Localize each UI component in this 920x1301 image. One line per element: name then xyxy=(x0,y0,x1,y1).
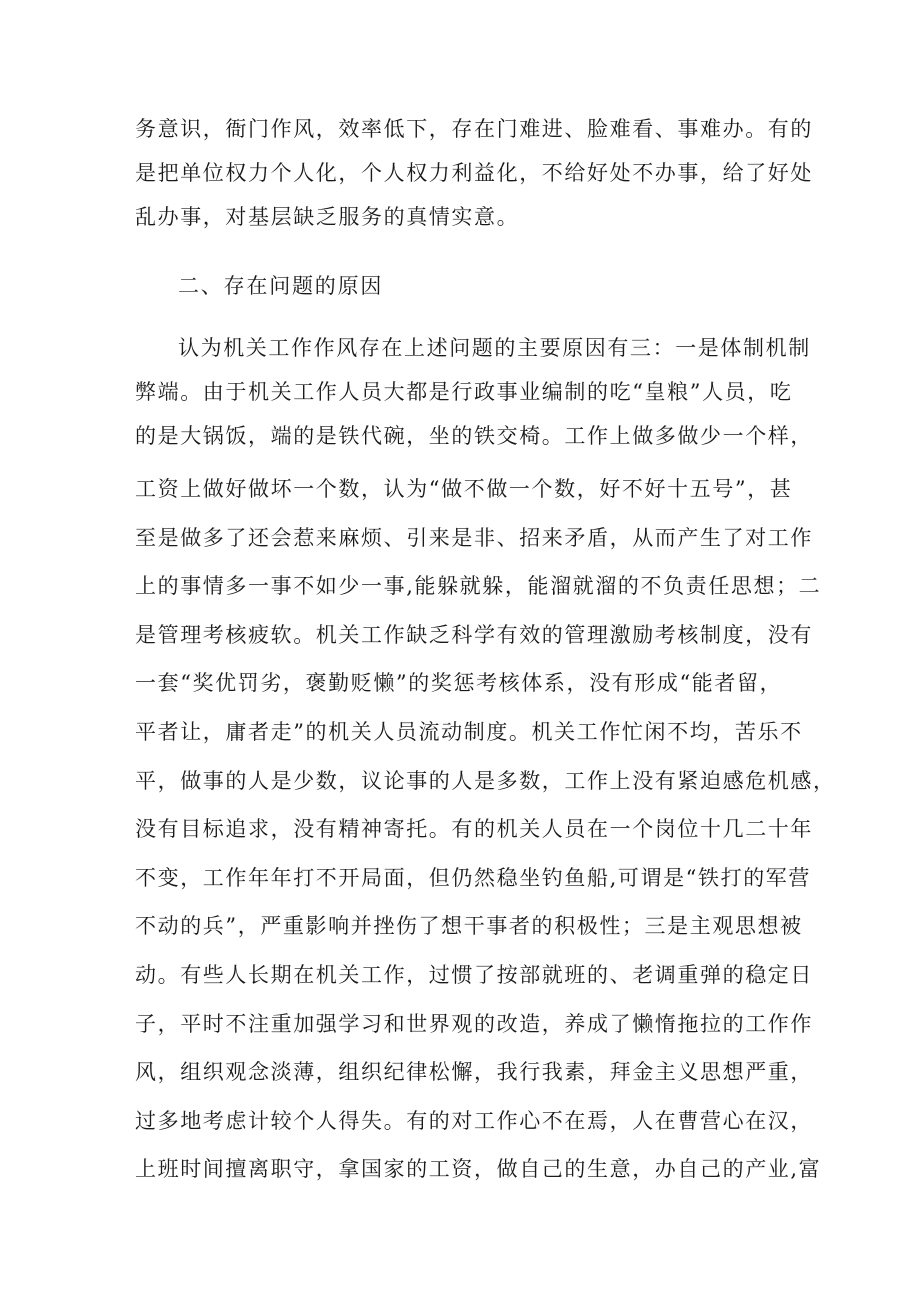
paragraph-line: 务意识，衙门作风，效率低下，存在门难进、脸难看、事难办。有的 xyxy=(135,117,813,141)
paragraph-line: 不动的兵”，严重影响并挫伤了想干事者的积极性；三是主观思想被 xyxy=(135,914,803,938)
paragraph-line: 上的事情多一事不如少一事,能躲就躲，能溜就溜的不负责任思想；二 xyxy=(135,574,822,598)
paragraph-line: 弊端。由于机关工作人员大都是行政事业编制的吃“皇粮”人员，吃 xyxy=(135,380,793,404)
paragraph-line: 认为机关工作作风存在上述问题的主要原因有三：一是体制机制 xyxy=(178,336,811,360)
paragraph-line: 乱办事，对基层缺乏服务的真情实意。 xyxy=(135,205,520,229)
paragraph-line: 没有目标追求，没有精神寄托。有的机关人员在一个岗位十几二十年 xyxy=(135,817,813,841)
paragraph-line: 一套“奖优罚劣，褒勤贬懒”的奖惩考核体系，没有形成“能者留， xyxy=(135,671,783,695)
paragraph-line: 平，做事的人是少数，议论事的人是多数，工作上没有紧迫感危机感， xyxy=(135,769,836,793)
paragraph-line: 不变，工作年年打不开局面，但仍然稳坐钓鱼船,可谓是“铁打的军营 xyxy=(135,866,812,890)
paragraph-line: 是把单位权力个人化，个人权力利益化，不给好处不办事，给了好处 xyxy=(135,161,813,185)
paragraph-line: 上班时间擅离职守，拿国家的工资，做自己的生意，办自己的产业,富 xyxy=(135,1157,822,1181)
paragraph-line: 过多地考虑计较个人得失。有的对工作心不在焉，人在曹营心在汉， xyxy=(135,1109,813,1133)
paragraph-line: 的是大锅饭，端的是铁代碗，坐的铁交椅。工作上做多做少一个样， xyxy=(135,424,813,448)
paragraph-line: 动。有些人长期在机关工作，过惯了按部就班的、老调重弹的稳定日 xyxy=(135,963,813,987)
section-heading: 二、存在问题的原因 xyxy=(178,274,384,298)
paragraph-line: 是管理考核疲软。机关工作缺乏科学有效的管理激励考核制度，没有 xyxy=(135,623,813,647)
paragraph-line: 平者让，庸者走”的机关人员流动制度。机关工作忙闲不均，苦乐不 xyxy=(135,720,803,744)
paragraph-line: 至是做多了还会惹来麻烦、引来是非、招来矛盾，从而产生了对工作 xyxy=(135,526,813,550)
paragraph-line: 风，组织观念淡薄，组织纪律松懈，我行我素，拜金主义思想严重， xyxy=(135,1060,813,1084)
paragraph-line: 子，平时不注重加强学习和世界观的改造，养成了懒惰拖拉的工作作 xyxy=(135,1012,813,1036)
paragraph-line: 工资上做好做坏一个数，认为“做不做一个数，好不好十五号”，甚 xyxy=(135,477,793,501)
